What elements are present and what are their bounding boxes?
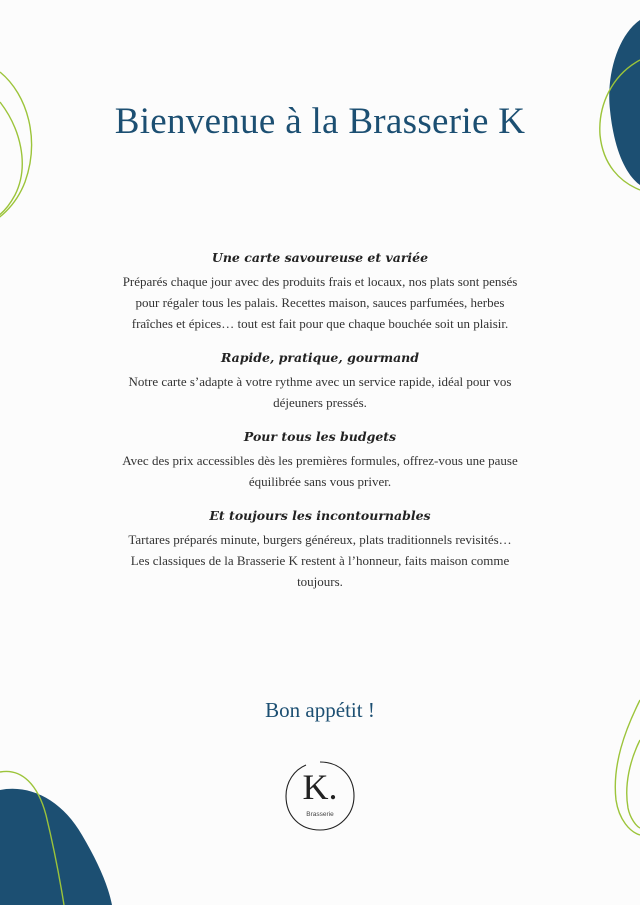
section-heading: Et toujours les incontournables: [209, 508, 431, 523]
section-incontournables: [120, 505, 520, 592]
brasserie-logo: [282, 758, 358, 834]
section-text: Avec des prix accessibles dès les premières formules, offrez-vous une pause équilibrée sans vous priver.: [122, 453, 518, 489]
section-text: Tartares préparés minute, burgers généreux, plats traditionnels revisités… Les classiques de la Brasserie K restent à l’honneur, faits maison comme toujours.: [128, 532, 512, 589]
section-heading: Pour tous les budgets: [243, 429, 397, 444]
logo-subtitle: Brasserie: [306, 811, 334, 818]
section-heading: Une carte savoureuse et variée: [211, 250, 429, 265]
section-text: Préparés chaque jour avec des produits frais et locaux, nos plats sont pensés pour régaler tous les palais. Recettes maison, sauces parfumées, herbes fraîches et épices… tout est fait pour que chaque bouchée soit un plaisir.: [122, 274, 518, 331]
section-budgets: [120, 426, 520, 492]
section-text: Notre carte s’adapte à votre rythme avec un service rapide, idéal pour vos déjeuners pressés.: [128, 374, 512, 410]
bottom-left-blob: [0, 789, 112, 905]
logo-letter: K.: [302, 767, 338, 807]
menu-intro: [120, 247, 520, 605]
bottom-right-line-2: [627, 740, 640, 828]
section-heading: Rapide, pratique, gourmand: [221, 350, 419, 365]
section-carte: [120, 247, 520, 334]
top-left-line: [0, 72, 32, 222]
page-title: Bienvenue à la Brasserie K: [114, 101, 526, 142]
section-rapide: [120, 347, 520, 413]
closing-text: Bon appétit !: [265, 698, 375, 722]
